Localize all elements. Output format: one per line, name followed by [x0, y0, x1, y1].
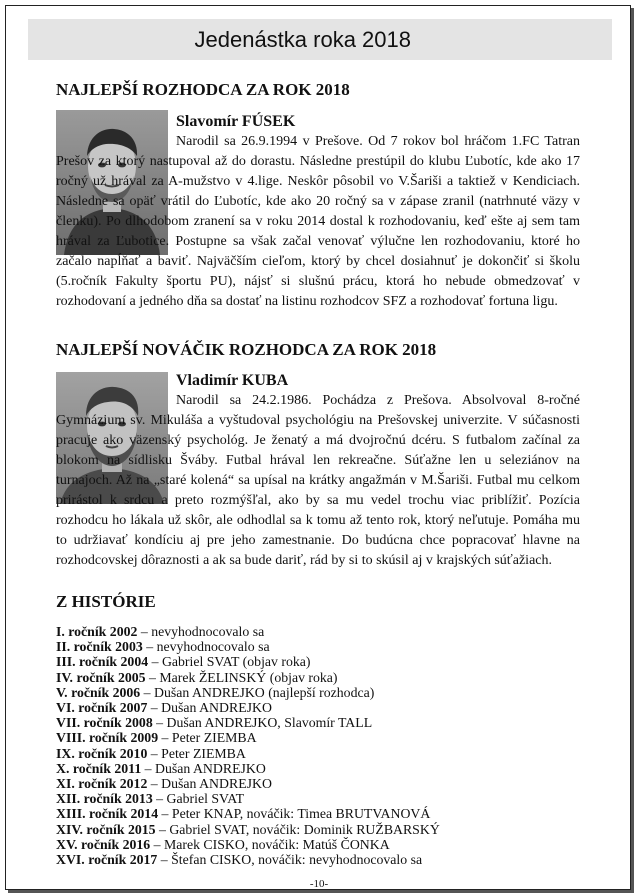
list-item — [56, 654, 440, 669]
list-item — [56, 639, 440, 654]
list-item-label: I. ročník 2002 — [56, 624, 138, 639]
list-item-label: VII. ročník 2008 — [56, 715, 153, 731]
list-item-text: – Marek ŽELINSKÝ (objav roka) — [145, 669, 338, 685]
section-heading-best-rookie: NAJLEPŠÍ NOVÁČIK ROZHODCA ZA ROK 2018 — [56, 340, 437, 359]
list-item-label: IX. ročník 2010 — [56, 745, 148, 761]
list-item-label: II. ročník 2003 — [56, 639, 143, 655]
list-item-label: III. ročník 2004 — [56, 654, 149, 670]
list-item-text: – Dušan ANDREJKO — [147, 776, 272, 792]
list-item — [56, 776, 440, 791]
referee-bio-kuba — [56, 391, 580, 571]
list-item — [56, 685, 440, 700]
list-item-label: X. ročník 2011 — [56, 760, 142, 776]
history-list — [56, 624, 440, 867]
referee-name-fusek: Slavomír FÚSEK — [176, 113, 296, 130]
referee-name-kuba: Vladimír KUBA — [176, 372, 289, 389]
list-item-label: VIII. ročník 2009 — [56, 730, 159, 746]
list-item — [56, 837, 440, 852]
list-item — [56, 670, 440, 685]
page-number: -10- — [309, 878, 329, 890]
list-item-text: – Peter KNAP, nováčik: Timea BRUTVANOVÁ — [158, 806, 431, 822]
page-header — [28, 19, 612, 60]
list-item-label: XV. ročník 2016 — [56, 836, 151, 852]
list-item — [56, 730, 440, 745]
list-item — [56, 746, 440, 761]
list-item-text: – nevyhodnocovalo sa — [137, 624, 265, 639]
list-item-text: – nevyhodnocovalo sa — [142, 639, 270, 655]
list-item — [56, 852, 440, 867]
list-item-label: XIII. ročník 2014 — [56, 806, 159, 822]
page-title: Jedenástka roka 2018 — [194, 27, 411, 52]
referee-bio-fusek — [56, 132, 580, 312]
section-heading-history: Z HISTÓRIE — [56, 592, 156, 611]
list-item-text: – Dušan ANDREJKO — [147, 700, 272, 716]
list-item-text: – Peter ZIEMBA — [147, 745, 246, 761]
list-item — [56, 700, 440, 715]
list-item-text: – Gabriel SVAT — [152, 791, 245, 807]
list-item-label: XII. ročník 2013 — [56, 791, 153, 807]
list-item — [56, 624, 440, 639]
list-item-text: – Gabriel SVAT (objav roka) — [148, 654, 311, 670]
list-item-text: – Dušan ANDREJKO — [141, 760, 266, 776]
section-heading-best-referee: NAJLEPŠÍ ROZHODCA ZA ROK 2018 — [56, 80, 350, 99]
list-item — [56, 806, 440, 821]
list-item-text: – Dušan ANDREJKO (najlepší rozhodca) — [140, 684, 375, 700]
list-item-text: – Štefan CISKO, nováčik: nevyhodnocovalo sa — [157, 852, 423, 868]
list-item-text: – Peter ZIEMBA — [158, 730, 257, 746]
list-item-text: – Gabriel SVAT, nováčik: Dominik RUŽBARSKÝ — [155, 821, 440, 837]
list-item-label: XI. ročník 2012 — [56, 776, 148, 792]
list-item — [56, 761, 440, 776]
referee-bio-kuba-text: Narodil sa 24.2.1986. Pochádza z Prešova. Absolvoval 8-ročné Gymnázium sv. Mikuláša a vyštudoval psychológiu na Prešovskej univerzite. V súčasnosti pracuje ako väzenský psychológ. Je ženatý a má dvojročnú dcéru. S futbalom začínal za blokom na sídlisku Šváby. Futbal hrával len rekreačne. Súťažne len u seleziánov na turnajoch. Až na „staré kolená“ sa upísal na krátky angažmán v M.Šariši. Futbal mu celkom prirástol k srdcu a preto rozmýšľal, ako by sa mu vedel trochu viac priblížiť. Pozícia rozhodcu ho lákala už skôr, ale odhodlal sa k tomu až tento rok, ktorý neľutuje. Pomáha mu to udržiavať kondíciu aj pre jeho zamestnanie. Do budúcna chce popracovať hlavne na rozhodcovskej dôraznosti a ak sa bude dariť, rád by si to skúsil aj v krajských súťažiach. — [56, 393, 580, 568]
list-item-label: XVI. ročník 2017 — [56, 852, 158, 868]
list-item-label: IV. ročník 2005 — [56, 669, 146, 685]
list-item-text: – Dušan ANDREJKO, Slavomír TALL — [152, 715, 373, 731]
list-item — [56, 822, 440, 837]
list-item-label: XIV. ročník 2015 — [56, 821, 156, 837]
list-item-label: V. ročník 2006 — [56, 684, 141, 700]
list-item-label: VI. ročník 2007 — [56, 700, 148, 716]
referee-bio-fusek-text: Narodil sa 26.9.1994 v Prešove. Od 7 rokov bol hráčom 1.FC Tatran Prešov za ktorý nastupoval až do dorastu. Následne prestúpil do klubu Ľubotíc, kde ako 17 ročný už hrával za A-mužstvo v 4.lige. Neskôr pôsobil vo V.Šariši a taktiež v Kendiciach. Následne sa opäť vrátil do Ľubotíc, kde ako 20 ročný sa v zápase zranil (natrhnuté väzy v členku). Po dlhodobom zranení sa v roku 2014 dostal k rozhodovaniu, keď ešte aj sem tam hrával za Ľubotice. Postupne sa však začal venovať výlučne len rozhodovaniu, ktoré ho začalo napĺňať a baviť. Najväčším cieľom, ktorý by chcel dosiahnuť je dokončiť si školu (5.ročník Fakulty športu PU), nájsť si slušnú prácu, ktorá ho nebude obmedzovať v rozhodovaní a jedného dňa sa dostať na listinu rozhodcov SFZ a rozhodovať fortuna ligu. — [56, 134, 580, 309]
list-item-text: – Marek CISKO, nováčik: Matúš ČONKA — [150, 836, 390, 852]
list-item — [56, 715, 440, 730]
list-item — [56, 791, 440, 806]
